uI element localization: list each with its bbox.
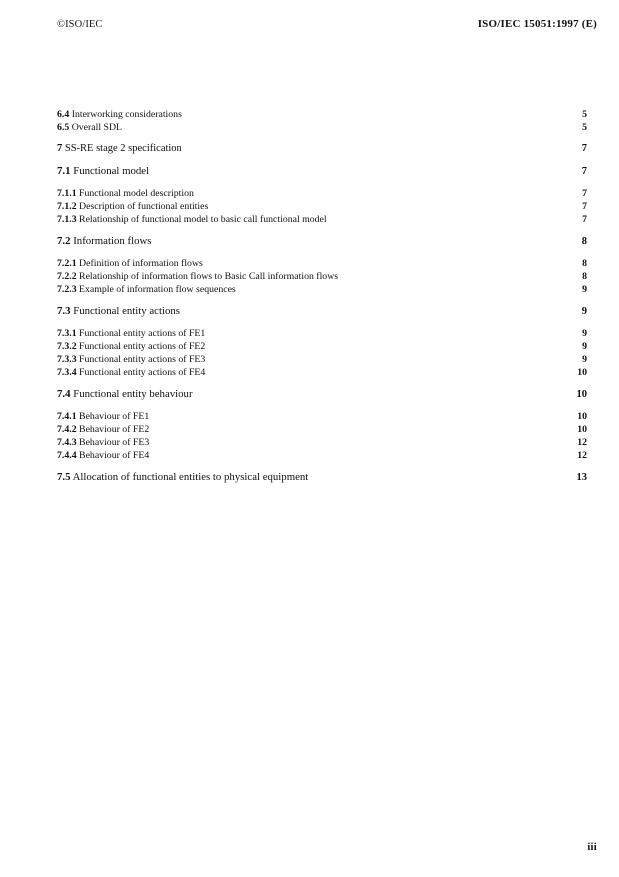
toc-group (57, 164, 587, 179)
toc-entry-label: Overall SDL (69, 122, 123, 133)
toc-group (57, 142, 587, 156)
table-of-contents (57, 108, 587, 485)
toc-entry-page-number: 10 (576, 389, 587, 400)
toc-entry-title (57, 366, 205, 379)
toc-entry-page-number: 13 (576, 472, 587, 483)
toc-entry[interactable] (57, 387, 587, 402)
toc-entry-title (57, 108, 182, 121)
toc-entry-page-number: 5 (582, 109, 587, 120)
toc-entry-number: 7.3.4 (57, 367, 77, 378)
toc-entry-page-number: 8 (581, 236, 587, 247)
toc-entry-title (57, 142, 182, 156)
toc-entry-label: Functional entity behaviour (70, 388, 193, 400)
toc-group (57, 470, 587, 485)
toc-entry-title (57, 121, 122, 134)
toc-entry-number: 7.1 (57, 165, 71, 177)
toc-entry-page-number: 7 (581, 143, 587, 154)
toc-entry-title (57, 257, 203, 270)
toc-entry-number: 7 (57, 143, 63, 154)
toc-entry-label: Definition of information flows (76, 258, 203, 269)
toc-entry-number: 7.4.3 (57, 437, 77, 448)
toc-group (57, 234, 587, 249)
toc-group (57, 257, 587, 296)
toc-entry[interactable] (57, 423, 587, 436)
toc-entry-label: Functional model (70, 165, 150, 177)
toc-entry[interactable] (57, 270, 587, 283)
toc-group (57, 304, 587, 319)
copyright-mark: ©ISO/IEC (57, 19, 103, 30)
toc-entry[interactable] (57, 327, 587, 340)
toc-entry[interactable] (57, 340, 587, 353)
toc-entry-label: Allocation of functional entities to physical equipment (70, 471, 309, 483)
toc-entry-number: 7.4.4 (57, 450, 77, 461)
toc-entry-label: Relationship of functional model to basic call functional model (76, 214, 327, 225)
toc-entry-title (57, 213, 327, 226)
toc-entry-label: Functional entity actions (70, 305, 180, 317)
toc-entry-page-number: 10 (577, 424, 587, 435)
toc-entry-page-number: 5 (582, 122, 587, 133)
standard-designation: ISO/IEC 15051:1997 (E) (477, 18, 597, 30)
toc-entry[interactable] (57, 449, 587, 462)
toc-entry-page-number: 9 (582, 328, 587, 339)
toc-entry-title (57, 187, 194, 200)
toc-entry-number: 7.2.2 (57, 271, 77, 282)
toc-entry-page-number: 12 (577, 450, 587, 461)
toc-entry-label: Information flows (70, 235, 152, 247)
toc-entry[interactable] (57, 436, 587, 449)
toc-group (57, 187, 587, 226)
toc-entry-label: Functional model description (76, 188, 194, 199)
toc-entry-number: 7.4 (57, 388, 71, 400)
toc-entry[interactable] (57, 213, 587, 226)
toc-entry-number: 7.2 (57, 235, 71, 247)
toc-entry-title (57, 353, 205, 366)
toc-entry-title (57, 234, 151, 248)
toc-entry[interactable] (57, 283, 587, 296)
toc-entry-number: 7.3 (57, 305, 71, 317)
toc-entry-title (57, 436, 149, 449)
toc-entry-page-number: 7 (582, 214, 587, 225)
toc-entry-label: Functional entity actions of FE2 (76, 341, 206, 352)
toc-entry-number: 7.2.1 (57, 258, 77, 269)
toc-entry-page-number: 7 (582, 201, 587, 212)
toc-entry-title (57, 200, 208, 213)
toc-entry[interactable] (57, 187, 587, 200)
toc-entry-label: Functional entity actions of FE3 (76, 354, 206, 365)
toc-entry[interactable] (57, 108, 587, 121)
toc-entry-page-number: 9 (582, 341, 587, 352)
toc-entry[interactable] (57, 353, 587, 366)
toc-entry-page-number: 7 (581, 166, 587, 177)
toc-entry-label: Behaviour of FE4 (76, 450, 150, 461)
toc-entry-number: 7.3.2 (57, 341, 77, 352)
toc-entry[interactable] (57, 470, 587, 485)
toc-entry-page-number: 12 (577, 437, 587, 448)
toc-entry-title (57, 340, 205, 353)
toc-entry-title (57, 270, 338, 283)
toc-entry-label: Example of information flow sequences (76, 284, 236, 295)
page-folio: iii (587, 842, 597, 853)
toc-entry-page-number: 7 (582, 188, 587, 199)
toc-entry-page-number: 9 (582, 354, 587, 365)
toc-entry-title (57, 423, 149, 436)
toc-entry-number: 7.1.3 (57, 214, 77, 225)
toc-entry[interactable] (57, 121, 587, 134)
toc-group (57, 108, 587, 134)
toc-entry-label: Behaviour of FE2 (76, 424, 150, 435)
toc-group (57, 387, 587, 402)
toc-entry-page-number: 10 (577, 367, 587, 378)
toc-entry-label: Functional entity actions of FE4 (76, 367, 206, 378)
toc-entry-number: 7.3.1 (57, 328, 77, 339)
toc-entry-title (57, 470, 308, 484)
toc-entry-number: 7.1.1 (57, 188, 77, 199)
toc-entry-number: 7.2.3 (57, 284, 77, 295)
toc-entry-label: Description of functional entities (76, 201, 209, 212)
toc-entry-label: Interworking considerations (69, 109, 182, 120)
toc-entry-number: 7.5 (57, 471, 71, 483)
toc-entry[interactable] (57, 257, 587, 270)
toc-entry-number: 6.5 (57, 122, 70, 133)
toc-entry-label: Behaviour of FE3 (76, 437, 150, 448)
toc-entry-page-number: 9 (581, 306, 587, 317)
toc-entry-number: 7.1.2 (57, 201, 77, 212)
toc-entry[interactable] (57, 200, 587, 213)
toc-entry-label: Behaviour of FE1 (76, 411, 150, 422)
toc-entry-title (57, 304, 180, 318)
toc-entry-title (57, 410, 149, 423)
toc-entry-number: 7.4.2 (57, 424, 77, 435)
toc-group (57, 327, 587, 379)
toc-entry-title (57, 327, 205, 340)
toc-entry-title (57, 387, 193, 401)
toc-entry-title (57, 283, 236, 296)
toc-entry-number: 6.4 (57, 109, 70, 120)
toc-entry-page-number: 8 (582, 271, 587, 282)
toc-group (57, 410, 587, 462)
toc-entry[interactable] (57, 164, 587, 179)
toc-entry-number: 7.3.3 (57, 354, 77, 365)
toc-entry-title (57, 449, 149, 462)
toc-entry[interactable] (57, 142, 587, 156)
toc-entry[interactable] (57, 234, 587, 249)
toc-entry-label: Functional entity actions of FE1 (76, 328, 206, 339)
toc-entry[interactable] (57, 366, 587, 379)
toc-entry-title (57, 164, 149, 178)
toc-entry-number: 7.4.1 (57, 411, 77, 422)
toc-entry-label: Relationship of information flows to Basic Call information flows (76, 271, 339, 282)
toc-entry[interactable] (57, 410, 587, 423)
toc-entry-page-number: 8 (582, 258, 587, 269)
running-head (57, 18, 597, 34)
toc-entry-page-number: 9 (582, 284, 587, 295)
toc-entry-label: SS-RE stage 2 specification (62, 143, 182, 154)
toc-entry[interactable] (57, 304, 587, 319)
toc-entry-page-number: 10 (577, 411, 587, 422)
